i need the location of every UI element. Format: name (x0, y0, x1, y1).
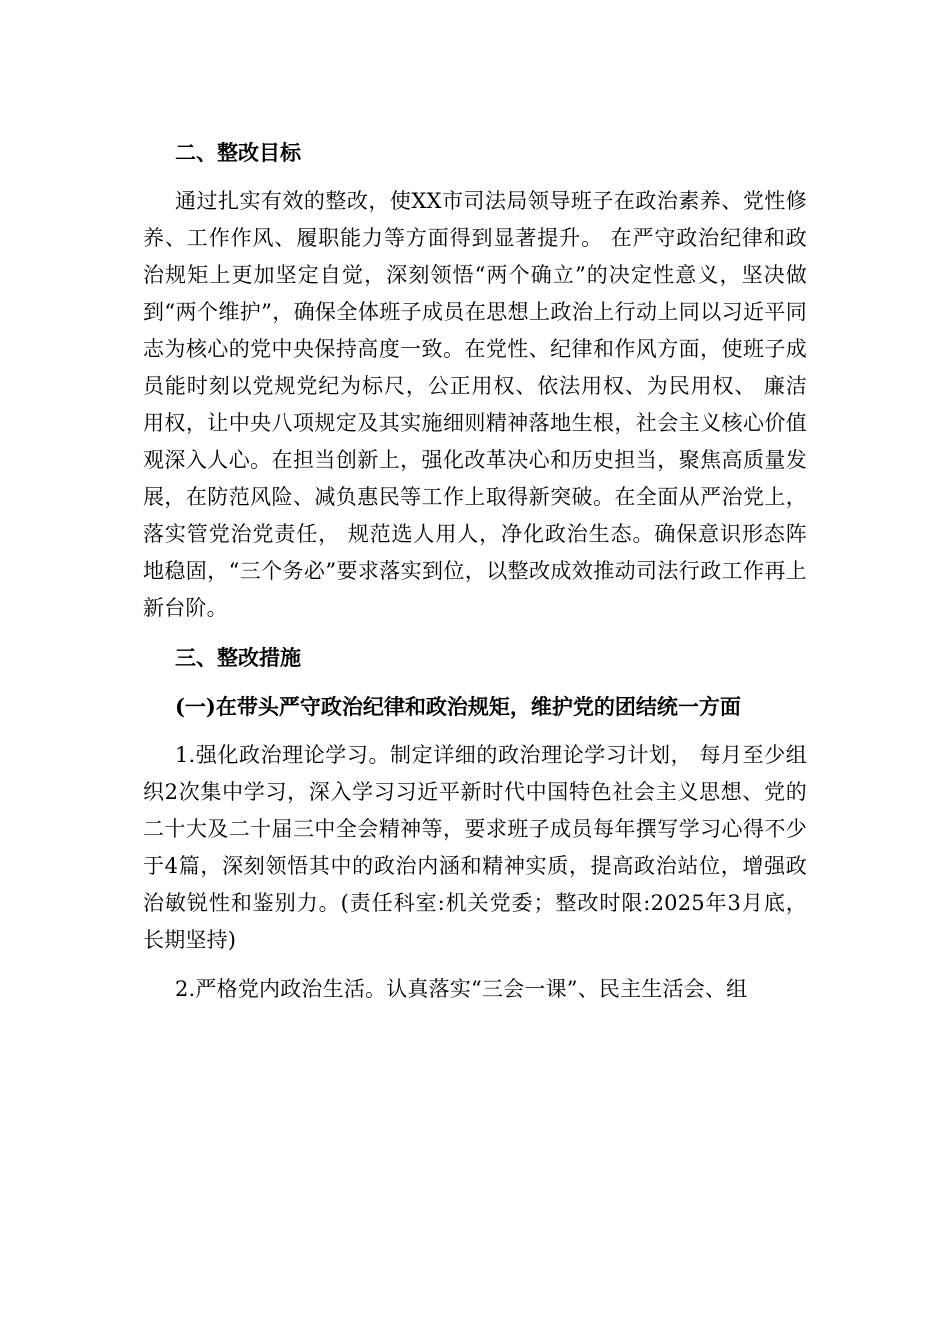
item-2-body: 2.严格党内政治生活。认真落实“三会一课”、民主生活会、组 (175, 977, 748, 1001)
section-2-title: 二、整改目标 (175, 140, 301, 165)
document-content (143, 134, 807, 1020)
item-1-body: 1.强化政治理论学习。制定详细的政治理论学习计划， 每月至少组织2次集中学习，深入学习习近平新时代中国特色社会主义思想、党的二十大及二十届三中全会精神等，要求班子成员每年撰写学习心得不少于4篇，深刻领悟其中的政治内涵和精神实质，提高政治站位，增强政治敏锐性和鉴别力。(责任科室:机关党委；整改时限:2025年3月底， 长期坚持) (143, 743, 807, 952)
subsection-1-title: (一)在带头严守政治纪律和政治规矩，维护党的团结统一方面 (175, 694, 741, 719)
section-2-body: 通过扎实有效的整改，使XX市司法局领导班子在政治素养、党性修养、工作作风、履职能力等方面得到显著提升。 在严守政治纪律和政治规矩上更加坚定自觉，深刻领悟“两个确立”的决定性意义，坚决做到“两个维护”，确保全体班子成员在思想上政治上行动上同以习近平同志为核心的党中央保持高度一致。在党性、纪律和作风方面，使班子成员能时刻以党规党纪为标尺，公正用权、依法用权、为民用权、 廉洁用权，让中央八项规定及其实施细则精神落地生根，社会主义核心价值观深入人心。在担当创新上，强化改革决心和历史担当，聚焦高质量发展，在防范风险、减负惠民等工作上取得新突破。在全面从严治党上，落实管党治党责任， 规范选人用人，净化政治生态。确保意识形态阵地稳固，“三个务必”要求落实到位，以整改成效推动司法行政工作再上新台阶。 (143, 189, 807, 620)
section-3-title: 三、整改措施 (175, 645, 301, 670)
